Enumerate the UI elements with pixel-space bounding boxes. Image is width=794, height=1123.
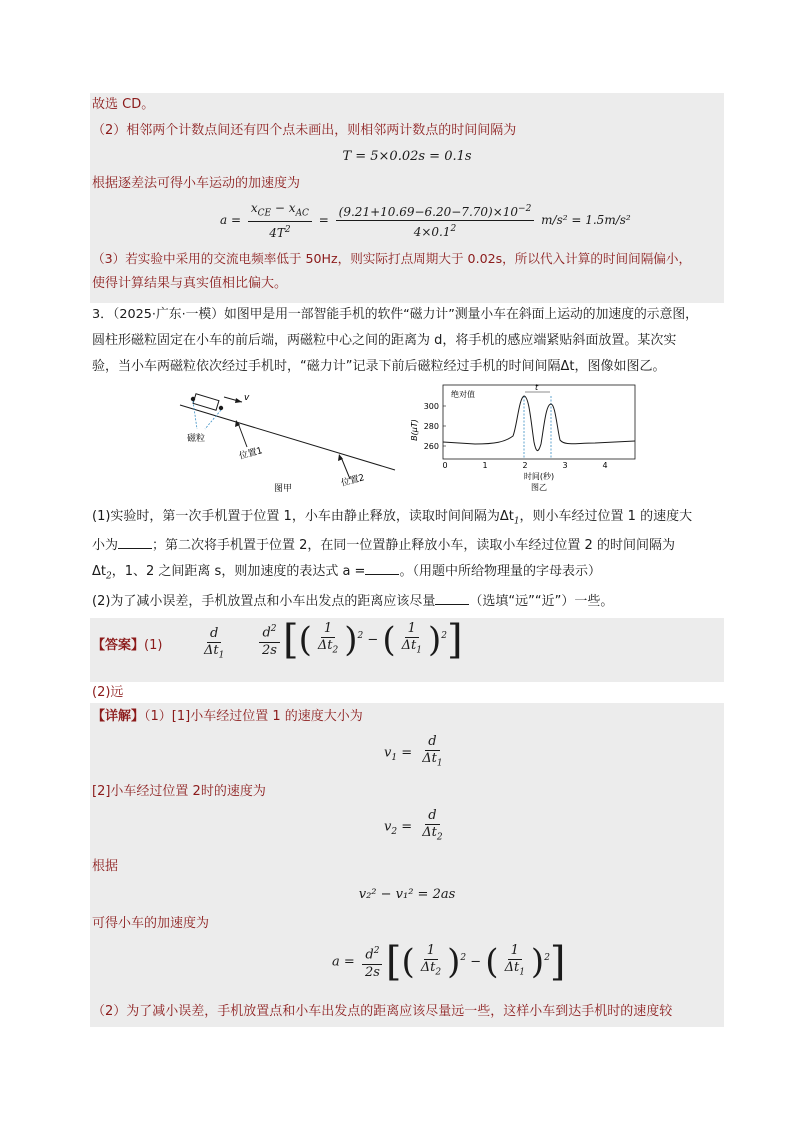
eq-a-lhs: a =: [220, 213, 242, 228]
answer-one-a: 1: [321, 621, 335, 638]
answer-part1-label: (1): [144, 638, 163, 653]
magnet-front: [219, 406, 223, 410]
q3-sub1-b: ，则小车经过位置 1 的速度大: [519, 509, 693, 524]
eq-a-minus: − x: [271, 201, 296, 215]
q3-line1: 3．（2025·广东·一模）如图甲是用一部智能手机的软件“磁力计”测量小车在斜面上运动的加速度的示意图，: [92, 307, 698, 322]
pos1-arrow: [238, 423, 247, 447]
answer-d2: d: [262, 625, 271, 641]
eq-a-frac2: $\frac{(9.21+10.69-6.20-7.70)\times 10^{-2}}{4\times 0.1^2}$: [336, 201, 535, 240]
q3-sub1-g: 。（用题中所给物理量的字母表示）: [399, 564, 601, 579]
answer-blank-2[interactable]: [365, 562, 399, 575]
eq-a-num2: (9.21+10.69−6.20−7.70)×10: [338, 205, 519, 220]
detail-line2: [2]小车经过位置 2时的速度为: [92, 784, 266, 799]
magnet-back: [191, 397, 195, 401]
xtick-4: 4: [602, 461, 608, 470]
equation-acceleration: a = $\frac{x_{CE} - x_{AC}}{4T^2}$ = $\frac{(9.21+10.69-6.20-7.70)\times 10^{-2}}{4\times 0.1^2}$ m/s² = 1.5m/s²: [220, 201, 631, 241]
detail-l1: （1）[1]小车经过位置 1 的速度大小为: [144, 709, 363, 724]
xtick-2: 2: [522, 461, 528, 470]
text-part2-intro: （2）相邻两个计数点间还有四个点未画出，则相邻两计数点的时间间隔为: [92, 123, 517, 138]
xtick-0: 0: [442, 461, 448, 470]
detail-eq-v2: $v_2$ = $\frac{d}{\Delta t_2}$: [384, 808, 443, 843]
q3-sub1-e: Δt: [92, 564, 106, 579]
x-ticks: [442, 461, 607, 470]
detail-eq-accel: a = $\frac{d^2}{2s}$ [( $\frac{1}{\Delta t_2}$ )$^2$ − ( $\frac{1}{\Delta t_1}$ )$^2$]: [332, 939, 566, 985]
answer-eq-accel: $\frac{d^2}{2s}$ [( $\frac{1}{\Delta t_2}$ )$^2$ − ( $\frac{1}{\Delta t_1}$ )$^2$]: [256, 620, 463, 660]
q3-sub2-b: （选填“远”“近”）一些。: [469, 594, 614, 609]
answer-part2: (2)远: [92, 685, 124, 700]
detail-line3: 根据: [92, 859, 119, 874]
y-axis-label: B(μT): [410, 419, 419, 441]
velocity-label: v: [244, 393, 250, 403]
figure-yi: [405, 382, 640, 494]
q3-line2: 圆柱形磁粒固定在小车的前后端，两磁粒中心之间的距离为 d，将手机的感应端紧贴斜面放置。某次实: [92, 333, 677, 348]
eq-a-frac1: $\frac{x_{CE} - x_{AC}}{4T^2}$: [248, 200, 312, 241]
cart-body: [193, 394, 219, 411]
magnet-pointer-1: [193, 401, 197, 429]
detail-v1: v: [384, 745, 392, 761]
xtick-1: 1: [482, 461, 488, 470]
text-gu-xuan: 故选 CD。: [92, 97, 155, 112]
detail-eq-v1: $v_1$ = $\frac{d}{\Delta t_1}$: [384, 734, 443, 769]
eq-a-sub1: CE: [257, 208, 272, 219]
xtick-3: 3: [562, 461, 568, 470]
t-interval-label: t: [535, 383, 539, 392]
eq-a-exp: −2: [518, 204, 532, 215]
q3-sub1-sub2: 2: [106, 571, 112, 582]
x-axis-label: 时间(秒): [523, 472, 555, 481]
eq-a-tail: m/s² = 1.5m/s²: [541, 213, 631, 228]
ytick-300: 300: [423, 402, 439, 411]
answer-dt: Δt: [204, 643, 219, 658]
figure-yi-caption: 图乙: [531, 483, 547, 492]
ytick-280: 280: [423, 422, 439, 431]
eq-a-x1: x: [250, 201, 258, 215]
ytick-260: 260: [423, 442, 439, 451]
q3-sub1-line2: [92, 536, 675, 555]
answer-2s: 2s: [262, 642, 277, 658]
answer-one-b: 1: [405, 621, 419, 638]
detail-line1: [92, 708, 363, 726]
incline-line: [180, 405, 395, 470]
answer-blank-3[interactable]: [435, 592, 469, 605]
magnet-label: 磁粒: [187, 434, 206, 444]
figure-jia-caption: 图甲: [274, 484, 293, 494]
eq-a-den2: 4×0.1: [413, 225, 451, 240]
q3-sub1-a: (1)实验时，第一次手机置于位置 1，小车由静止释放，读取时间间隔为Δt: [92, 509, 514, 524]
q3-sub1-line3: [92, 562, 601, 586]
velocity-arrowhead: [235, 398, 242, 403]
legend-label: 绝对值: [451, 390, 475, 399]
eq-a-sub2: AC: [295, 208, 309, 219]
detail-tag: 【详解】: [92, 709, 145, 724]
answer-blank-1[interactable]: [118, 536, 152, 549]
q3-sub1-c: 小为: [92, 538, 119, 553]
q3-sub2-line: [92, 592, 613, 611]
text-part3-line1: （3）若实验中采用的交流电频率低于 50Hz，则实际打点周期大于 0.02s，所以代入计算的时间间隔偏小，: [92, 251, 692, 266]
pos1-label: 位置1: [238, 446, 264, 462]
q3-sub1-f: ，1、2 之间距离 s，则加速度的表达式 a =: [111, 564, 366, 579]
figure-jia: [170, 385, 400, 495]
eq-a-den1: 4T: [269, 226, 285, 241]
pos2-arrow: [341, 457, 350, 479]
q3-line3: 验，当小车两磁粒依次经过手机时，“磁力计”记录下前后磁粒经过手机的时间间隔Δt，图像如图乙。: [92, 359, 666, 374]
detail-v2: v: [384, 819, 392, 835]
detail-line4: 可得小车的加速度为: [92, 916, 210, 931]
pos2-label: 位置2: [340, 473, 366, 489]
q3-sub1-d: ；第二次将手机置于位置 2，在同一位置静止释放小车，读取小车经过位置 2 的时间间隔为: [152, 538, 675, 553]
answer-d: d: [207, 626, 221, 643]
text-zhucha: 根据逐差法可得小车运动的加速度为: [92, 176, 301, 191]
equation-T: T = 5×0.02s = 0.1s: [342, 149, 472, 164]
detail-line5: （2）为了减小误差，手机放置点和小车出发点的距离应该尽量远一些，这样小车到达手机时的速度较: [92, 1004, 673, 1019]
detail-eq-kinematic: v₂² − v₁² = 2as: [358, 887, 456, 902]
answer-eq-v1: $\frac{d}{\Delta t_1}$: [204, 626, 225, 661]
q3-sub2-a: (2)为了减小误差，手机放置点和小车出发点的距离应该尽量: [92, 594, 436, 609]
answer-tag: [92, 637, 162, 655]
answer-tag-text: 【答案】: [92, 638, 145, 653]
q3-sub1-line1: [92, 508, 692, 531]
q3-sub1-sub: 1: [513, 516, 520, 527]
text-part3-line2: 使得计算结果与真实值相比偏大。: [92, 276, 288, 291]
